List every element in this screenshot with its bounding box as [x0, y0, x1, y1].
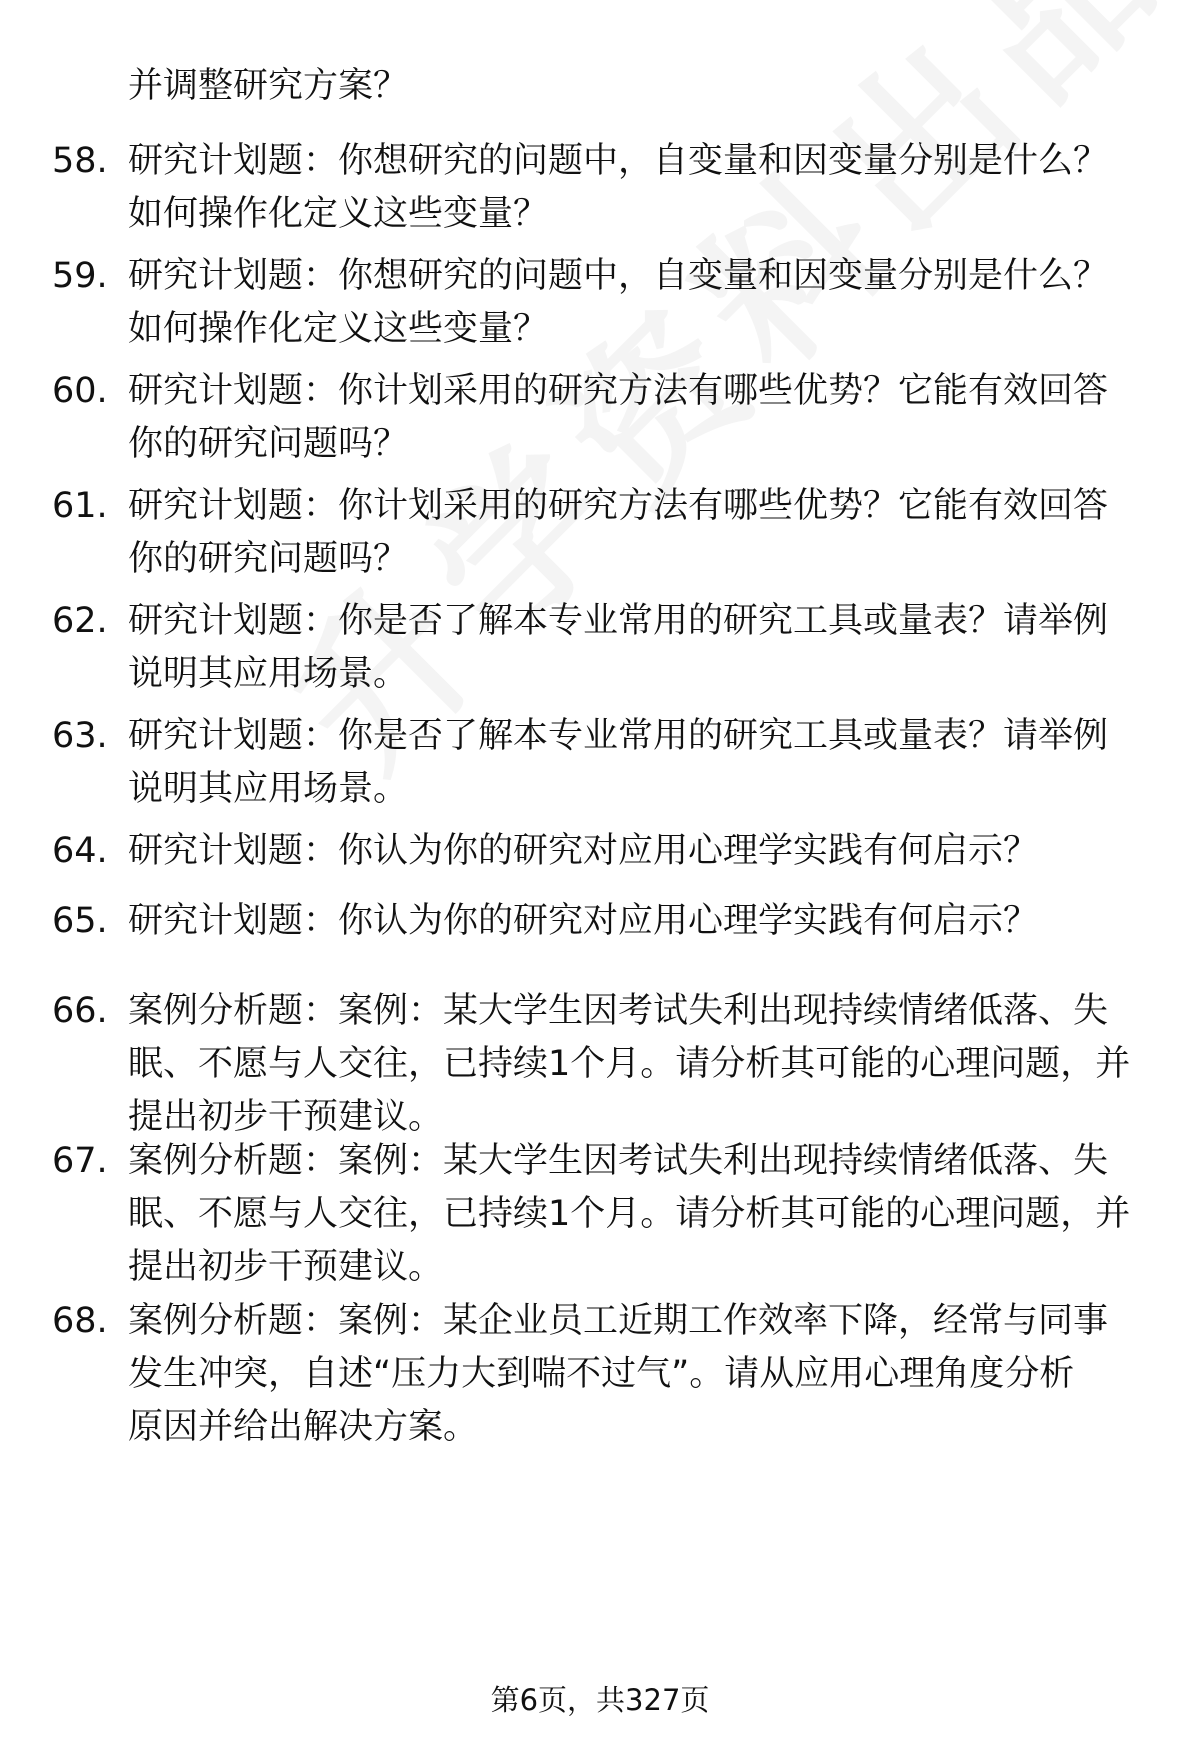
item-text-line: 研究计划题：你想研究的问题中，自变量和因变量分别是什么？ — [128, 141, 1109, 181]
item-text — [128, 710, 1108, 816]
item-text-line: 眠、不愿与人交往，已持续1个月。请分析其可能的心理问题，并 — [128, 1194, 1131, 1234]
item-text-line: 研究计划题：你是否了解本专业常用的研究工具或量表？请举例 — [128, 716, 1109, 756]
continuation-line: 并调整研究方案？ — [128, 66, 409, 106]
item-number: 65. — [52, 901, 108, 941]
item-text-line: 说明其应用场景。 — [128, 769, 409, 809]
item-text — [128, 1295, 1108, 1454]
item-number: 67. — [52, 1141, 108, 1181]
item-text-line: 如何操作化定义这些变量？ — [128, 309, 549, 349]
item-number: 68. — [52, 1301, 108, 1341]
item-number: 62. — [52, 601, 108, 641]
item-text-line: 提出初步干预建议。 — [128, 1247, 444, 1287]
page-footer: 第6页，共327页 — [490, 1683, 710, 1717]
item-number: 60. — [52, 371, 108, 411]
item-text-line: 发生冲突，自述“压力大到喘不过气”。请从应用心理角度分析 — [128, 1354, 1075, 1394]
item-text — [128, 135, 1108, 241]
item-text-line: 眠、不愿与人交往，已持续1个月。请分析其可能的心理问题，并 — [128, 1044, 1131, 1084]
item-text-line: 研究计划题：你是否了解本专业常用的研究工具或量表？请举例 — [128, 601, 1109, 641]
item-number: 64. — [52, 831, 108, 871]
item-text-line: 如何操作化定义这些变量？ — [128, 194, 549, 234]
item-text-line: 你的研究问题吗？ — [128, 539, 409, 579]
item-text-line: 研究计划题：你想研究的问题中，自变量和因变量分别是什么？ — [128, 256, 1109, 296]
item-number: 66. — [52, 991, 108, 1031]
item-text-line: 案例分析题：案例：某大学生因考试失利出现持续情绪低落、失 — [128, 991, 1109, 1031]
item-number: 61. — [52, 486, 108, 526]
item-text-line: 提出初步干预建议。 — [128, 1097, 444, 1137]
item-text — [128, 825, 1038, 878]
item-text — [128, 595, 1108, 701]
item-text-line: 研究计划题：你计划采用的研究方法有哪些优势？它能有效回答 — [128, 371, 1109, 411]
item-text-line: 你的研究问题吗？ — [128, 424, 409, 464]
item-text — [128, 365, 1108, 471]
item-number: 59. — [52, 256, 108, 296]
item-text-line: 说明其应用场景。 — [128, 654, 409, 694]
item-text — [128, 895, 1038, 948]
item-text-line: 案例分析题：案例：某大学生因考试失利出现持续情绪低落、失 — [128, 1141, 1109, 1181]
item-text-line: 研究计划题：你认为你的研究对应用心理学实践有何启示？ — [128, 831, 1039, 871]
item-text-line: 案例分析题：案例：某企业员工近期工作效率下降，经常与同事 — [128, 1301, 1109, 1341]
item-text-line: 原因并给出解决方案。 — [128, 1407, 479, 1447]
item-text — [128, 1135, 1130, 1294]
item-text-line: 研究计划题：你认为你的研究对应用心理学实践有何启示？ — [128, 901, 1039, 941]
item-text — [128, 250, 1108, 356]
item-number: 58. — [52, 141, 108, 181]
item-text-line: 研究计划题：你计划采用的研究方法有哪些优势？它能有效回答 — [128, 486, 1109, 526]
item-text — [128, 480, 1108, 586]
item-text — [128, 985, 1130, 1144]
item-number: 63. — [52, 716, 108, 756]
